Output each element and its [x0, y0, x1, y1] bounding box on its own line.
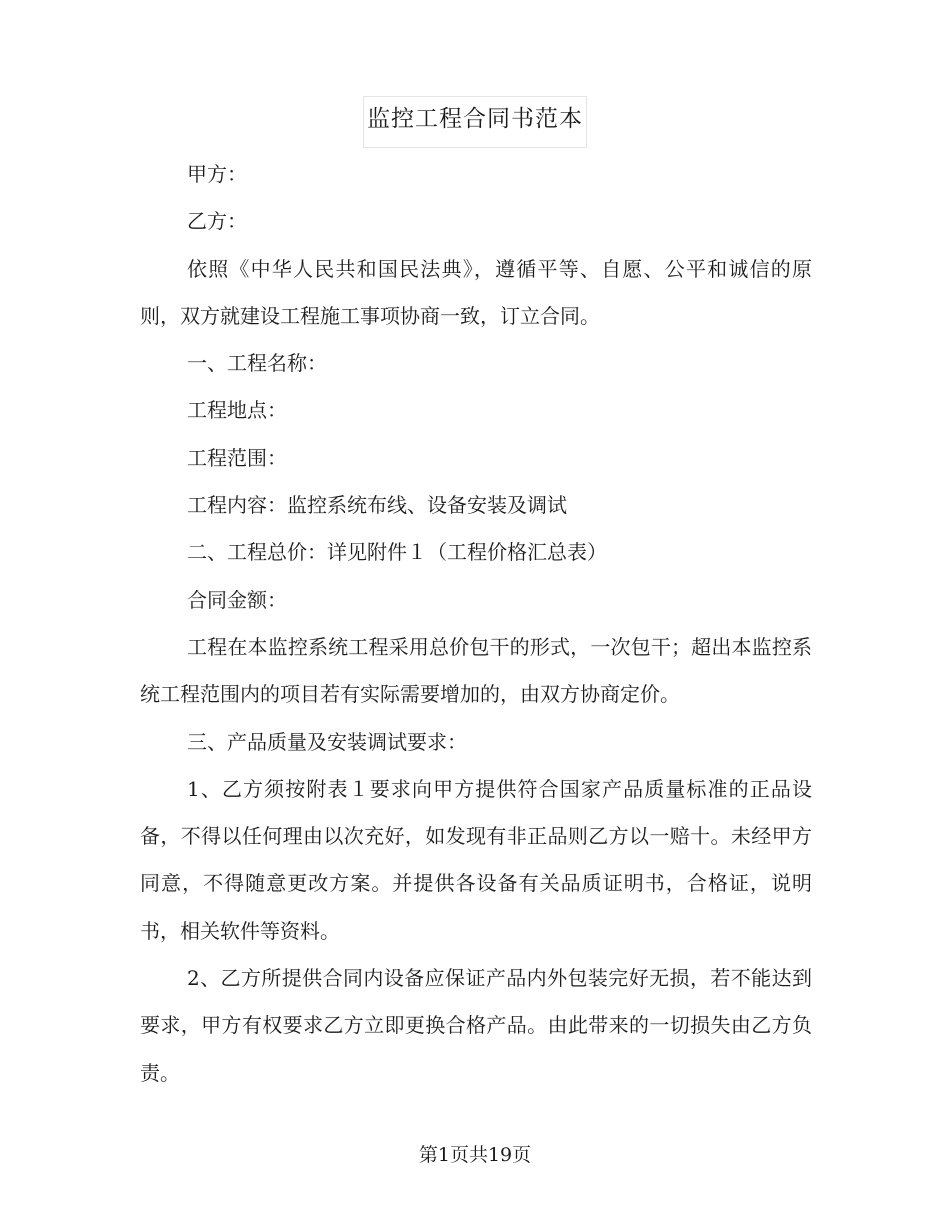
page-number-footer: 第1页共19页: [418, 1144, 532, 1166]
clause-2-paragraph: 2、乙方所提供合同内设备应保证产品内外包装完好无损，若不能达到要求，甲方有权要求乙方立即更换合格产品。由此带来的一切损失由乙方负责。: [140, 966, 812, 1085]
document-title: 监控工程合同书范本: [363, 96, 587, 148]
party-a-line: 甲方：: [187, 162, 247, 186]
project-content-line: 工程内容：监控系统布线、设备安装及调试: [187, 493, 567, 518]
project-name-line: 一、工程名称：: [187, 351, 327, 376]
project-scope-line: 工程范围：: [187, 445, 287, 470]
project-location-line: 工程地点：: [187, 398, 287, 423]
clause-1-paragraph: 1、乙方须按附表１要求向甲方提供符合国家产品质量标准的正品设备，不得以任何理由以次充好，如发现有非正品则乙方以一赔十。未经甲方同意，不得随意更改方案。并提供各设备有关品质证明书，合格证，说明书，相关软件等资料。: [140, 776, 812, 943]
document-body: [140, 151, 812, 1097]
preamble-paragraph: 依照《中华人民共和国民法典》，遵循平等、自愿、公平和诚信的原则，双方就建设工程施工事项协商一致，订立合同。: [140, 256, 812, 328]
lump-sum-paragraph: 工程在本监控系统工程采用总价包干的形式，一次包干；超出本监控系统工程范围内的项目若有实际需要增加的，由双方协商定价。: [140, 634, 812, 707]
contract-amount-line: 合同金额：: [187, 587, 287, 612]
party-b-line: 乙方：: [187, 209, 247, 234]
project-total-price-line: 二、工程总价：详见附件１（工程价格汇总表）: [187, 540, 607, 565]
quality-requirements-heading: 三、产品质量及安装调试要求：: [187, 729, 467, 754]
